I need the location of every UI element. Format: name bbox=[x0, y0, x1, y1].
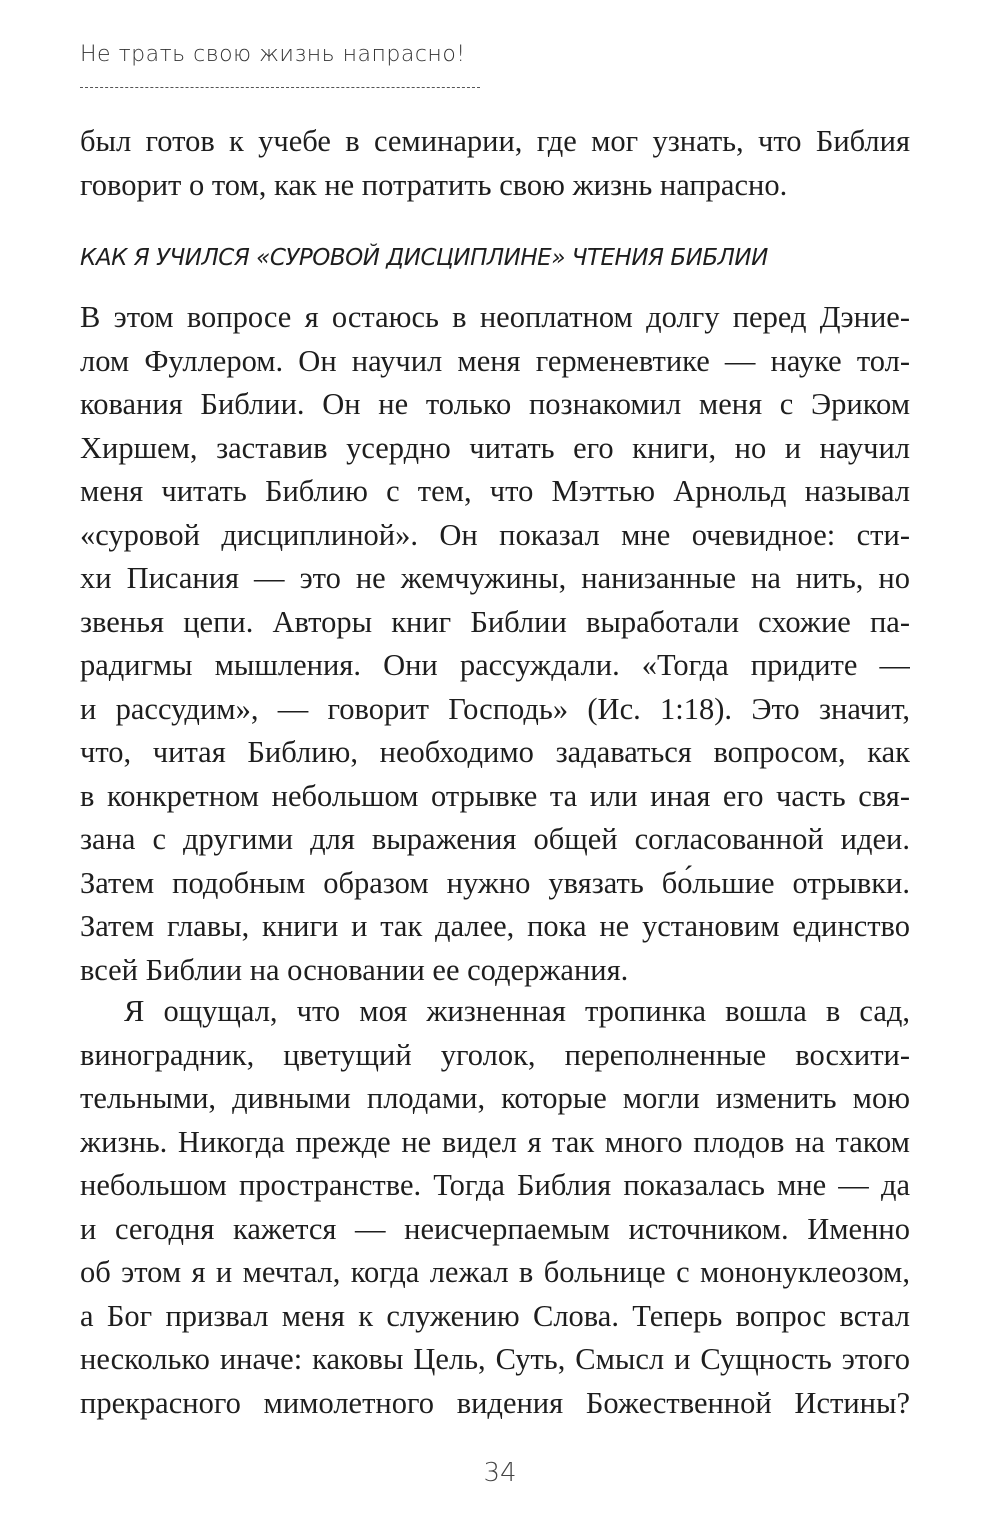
text-line: несколько иначе: каковы Цель, Суть, Смысл и Сущность этого bbox=[80, 1342, 910, 1376]
text-line: виноградник, цветущий уголок, переполненные восхити- bbox=[80, 1037, 910, 1072]
text-line: Затем подобным образом нужно увязать бо́льшие отрывки. bbox=[80, 865, 910, 900]
text-line: об этом я и мечтал, когда лежал в больнице с мононуклеозом, bbox=[80, 1255, 910, 1289]
text-line: и сегодня кажется — неисчерпаемым источником. Именно bbox=[80, 1211, 910, 1246]
text-line: тельными, дивными плодами, которые могли изменить мою bbox=[80, 1081, 910, 1115]
text-line: радигмы мышления. Они рассуждали. «Тогда придите — bbox=[80, 648, 910, 682]
text-line: жизнь. Никогда прежде не видел я так много плодов на таком bbox=[80, 1124, 910, 1159]
running-head-rule bbox=[80, 87, 480, 88]
text-line: Хиршем, заставив усердно читать его книги, но и научил bbox=[80, 430, 910, 465]
text-line: меня читать Библию с тем, что Мэттью Арнольд называл bbox=[80, 474, 910, 508]
paragraph-1 bbox=[80, 296, 910, 992]
paragraph-2 bbox=[80, 990, 910, 1425]
text-line: в конкретном небольшом отрывке та или иная его часть свя- bbox=[80, 778, 910, 813]
section-heading: КАК Я УЧИЛСЯ «СУРОВОЙ ДИСЦИПЛИНЕ» ЧТЕНИЯ БИБЛИИ bbox=[80, 245, 768, 271]
page-number: 34 bbox=[483, 1458, 517, 1488]
text-line: прекрасного мимолетного видения Божественной Истины? bbox=[80, 1385, 910, 1420]
text-line: говорит о том, как не потратить свою жизнь напрасно. bbox=[80, 167, 788, 202]
text-line: «суровой дисциплиной». Он показал мне очевидное: сти- bbox=[80, 517, 910, 552]
text-line: звенья цепи. Авторы книг Библии выработали схожие па- bbox=[80, 604, 910, 639]
intro-paragraph bbox=[80, 120, 910, 207]
text-line: а Бог призвал меня к служению Слова. Теперь вопрос встал bbox=[80, 1298, 910, 1333]
text-line: что, читая Библию, необходимо задаваться вопросом, как bbox=[80, 735, 910, 769]
running-head: Не трать свою жизнь напрасно! bbox=[80, 42, 466, 67]
text-line: кования Библии. Он не только познакомил меня с Эриком bbox=[80, 387, 910, 421]
text-line: Затем главы, книги и так далее, пока не установим единство bbox=[80, 909, 910, 943]
text-line: В этом вопросе я остаюсь в неоплатном долгу перед Дэние- bbox=[80, 300, 910, 334]
text-line: лом Фуллером. Он научил меня герменевтике — науке тол- bbox=[80, 343, 910, 378]
text-line: всей Библии на основании ее содержания. bbox=[80, 952, 629, 987]
text-line: небольшом пространстве. Тогда Библия показалась мне — да bbox=[80, 1168, 910, 1202]
text-line: зана с другими для выражения общей согласованной идеи. bbox=[80, 822, 910, 856]
text-line: Я ощущал, что моя жизненная тропинка вошла в сад, bbox=[124, 994, 910, 1028]
text-line: был готов к учебе в семинарии, где мог узнать, что Библия bbox=[80, 124, 910, 158]
text-line: и рассудим», — говорит Господь» (Ис. 1:18). Это значит, bbox=[80, 691, 910, 726]
text-line: хи Писания — это не жемчужины, нанизанные на нить, но bbox=[80, 561, 910, 595]
